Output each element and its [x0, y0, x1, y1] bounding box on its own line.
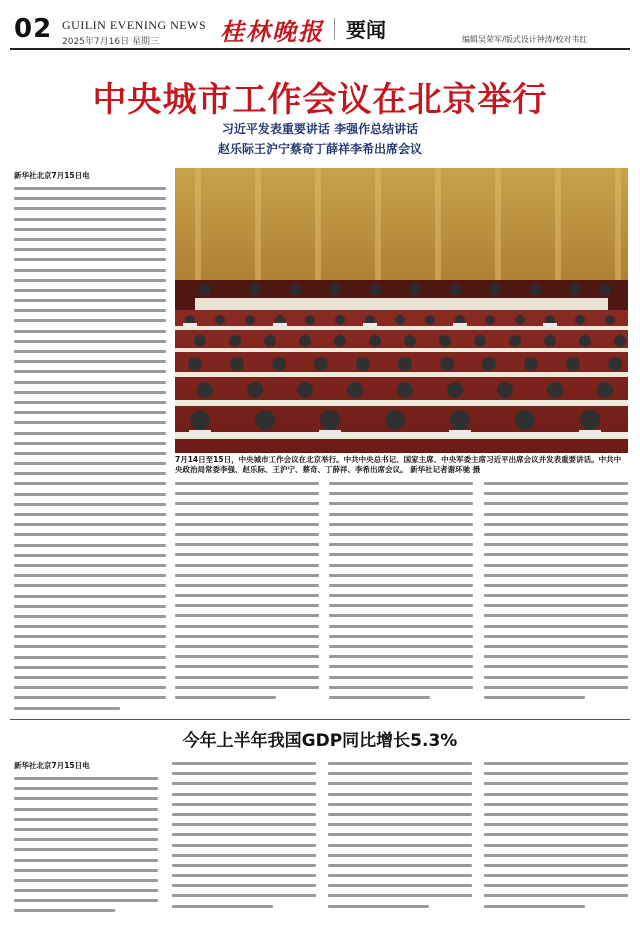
masthead-rule [10, 48, 630, 50]
issue-date: 2025年7月16日 星期三 [62, 37, 159, 47]
photo-caption: 7月14日至15日，中央城市工作会议在北京举行。中共中央总书记、国家主席、中央军委主席习近平出席会议并发表重要讲话。中共中央政治局常委李强、赵乐际、王沪宁、蔡奇、丁薛祥、李希出席会议。 新华社记者谢环驰 摄 [175, 455, 622, 474]
conference-photo [175, 168, 628, 453]
story-divider [10, 719, 630, 720]
lead-article-column-3 [329, 482, 473, 706]
page-number: 02 [14, 14, 53, 44]
gdp-article-column-2 [172, 762, 316, 915]
section-title: 要闻 [346, 18, 386, 42]
lead-subhead-2: 赵乐际王沪宁蔡奇丁薛祥李希出席会议 [217, 142, 422, 156]
lead-dateline: 新华社北京7月15日电 [14, 171, 90, 180]
lead-subhead-1: 习近平发表重要讲话 李强作总结讲话 [221, 122, 419, 136]
gdp-article-column-1 [14, 760, 158, 920]
lead-article-column-1 [14, 170, 166, 717]
gdp-article-column-3 [328, 762, 472, 915]
newspaper-english-name: GUILIN EVENING NEWS [62, 18, 207, 32]
lead-headline: 中央城市工作会议在北京举行 [92, 80, 548, 120]
editor-credits: 编辑吴荣军/版式设计钟涛/校对韦红 [462, 35, 588, 44]
lead-article-column-2 [175, 482, 319, 706]
newspaper-logo: 桂林晚报 [220, 17, 324, 46]
gdp-article-column-4 [484, 762, 628, 915]
lead-article-column-4 [484, 482, 628, 706]
gdp-dateline: 新华社北京7月15日电 [14, 761, 90, 770]
masthead-divider [334, 18, 335, 40]
gdp-headline: 今年上半年我国GDP同比增长5.3% [182, 731, 458, 751]
